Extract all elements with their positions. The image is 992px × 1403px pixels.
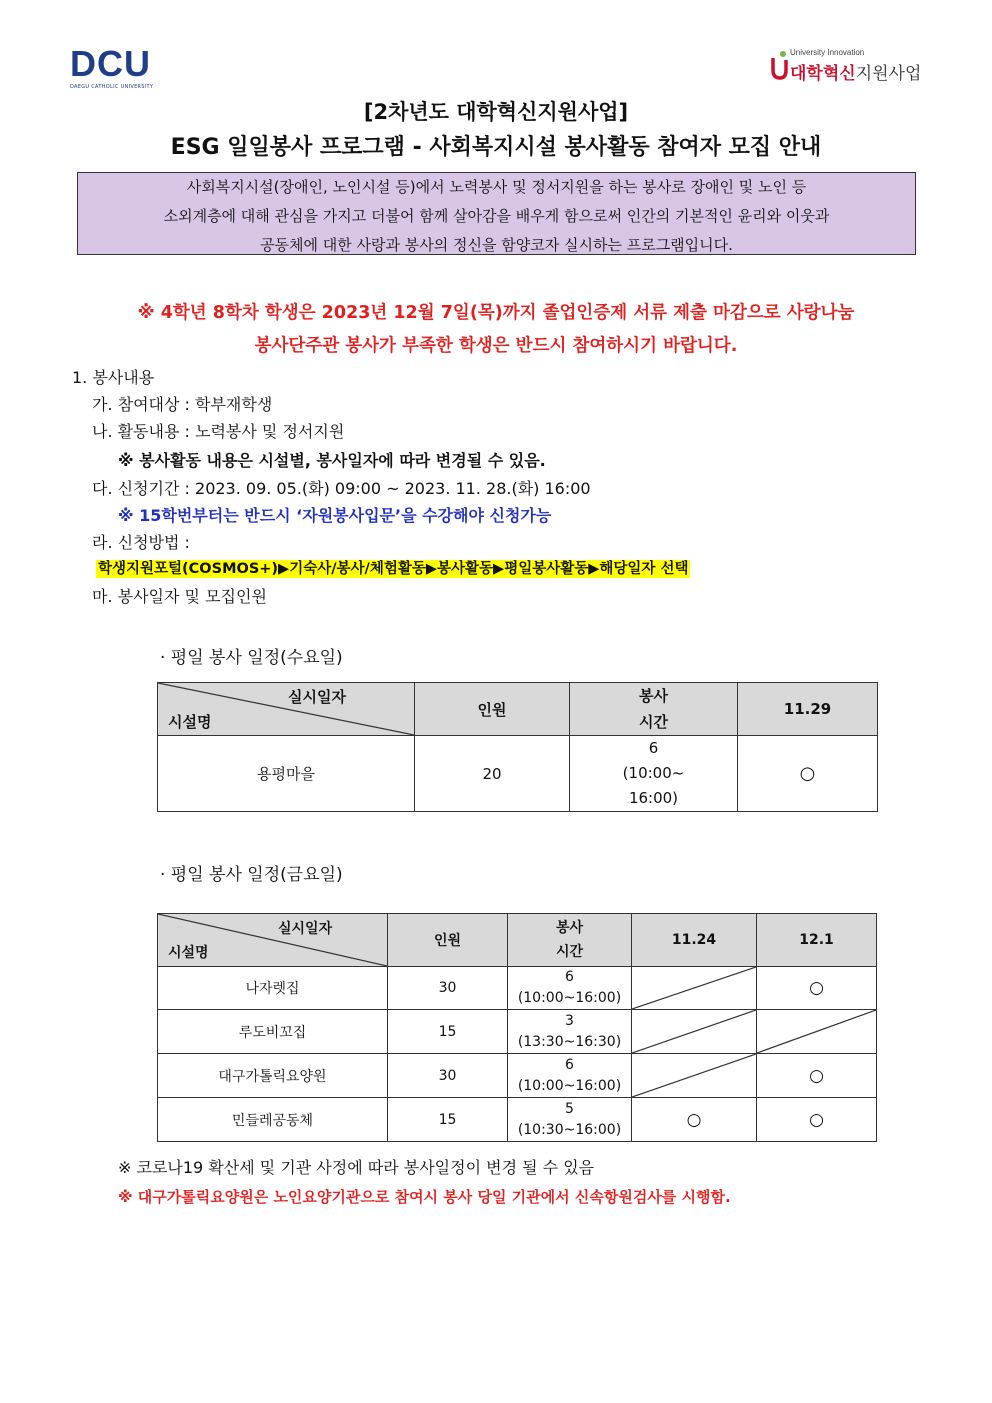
availability-mark: ○ xyxy=(757,1098,877,1142)
hours-value: 3 xyxy=(565,1012,574,1029)
innovation-logo-gray-text: 지원사업 xyxy=(855,64,922,84)
header-date-1124: 11.24 xyxy=(632,914,757,967)
header-date-121: 12.1 xyxy=(757,914,877,967)
hours-time: (10:30~16:00) xyxy=(517,1121,622,1138)
facility-cell: 용평마을 xyxy=(158,736,415,812)
item-method: 라. 신청방법 : xyxy=(92,533,190,552)
dcu-logo-subtitle: DAEGU CATHOLIC UNIVERSITY xyxy=(70,84,154,90)
hours-cell xyxy=(508,1054,632,1098)
availability-mark: ○ xyxy=(757,967,877,1010)
hours-time: (10:00~16:00) xyxy=(517,990,622,1006)
unavailable-cell xyxy=(632,967,757,1010)
intro-box xyxy=(77,172,916,255)
innovation-logo-icon xyxy=(770,50,788,80)
facility-cell: 루도비꼬집 xyxy=(158,1010,388,1054)
availability-mark: ○ xyxy=(632,1098,757,1142)
unavailable-cell xyxy=(632,1054,757,1098)
table-row xyxy=(158,1054,877,1098)
table-header-row xyxy=(158,683,878,736)
hours-value: 6 xyxy=(565,1056,574,1073)
period-note: ※ 15학번부터는 반드시 ‘자원봉사입문’을 수강해야 신청가능 xyxy=(118,506,552,525)
hours-value: 6 xyxy=(648,739,659,757)
header-date-label: 실시일자 xyxy=(278,921,333,937)
item-activity: 나. 활동내용 : 노력봉사 및 정서지원 xyxy=(92,422,345,441)
header-people: 인원 xyxy=(388,914,508,967)
header-hours-line2: 시간 xyxy=(639,713,668,731)
dcu-logo xyxy=(70,43,154,92)
item-schedule: 마. 봉사일자 및 모집인원 xyxy=(92,587,267,606)
fri-schedule-table xyxy=(157,913,877,1142)
people-cell: 30 xyxy=(388,1054,508,1098)
unavailable-cell xyxy=(632,1010,757,1054)
fri-schedule-title: · 평일 봉사 일정(금요일) xyxy=(160,865,343,885)
header-hours xyxy=(570,683,738,736)
hours-cell xyxy=(508,1098,632,1142)
hours-value: 5 xyxy=(565,1100,574,1117)
dcu-logo-mark: DCU xyxy=(70,43,151,84)
unavailable-slash xyxy=(757,1010,876,1053)
unavailable-slash xyxy=(632,1010,756,1053)
page-title-line2: ESG 일일봉사 프로그램 - 사회복지시설 봉사활동 참여자 모집 안내 xyxy=(170,135,822,160)
intro-line: 공동체에 대한 사랑과 봉사의 정신을 함양코자 실시하는 프로그램입니다. xyxy=(260,236,733,254)
hours-time-end: 16:00) xyxy=(628,789,679,807)
item-period: 다. 신청기간 : 2023. 09. 05.(화) 09:00 ~ 2023. 11. 28.(화) 16:00 xyxy=(92,479,591,498)
people-cell: 15 xyxy=(388,1010,508,1054)
innovation-logo-main-text xyxy=(790,59,921,84)
header-facility-label: 시설명 xyxy=(168,713,212,731)
hours-value: 6 xyxy=(565,969,574,985)
header-diagonal-cell xyxy=(158,914,388,967)
page-title-line1: [2차년도 대학혁신지원사업] xyxy=(363,100,629,124)
intro-line: 사회복지시설(장애인, 노인시설 등)에서 노력봉사 및 정서지원을 하는 봉사로 장애인 및 노인 등 xyxy=(186,178,807,196)
hours-cell xyxy=(508,1010,632,1054)
unavailable-cell xyxy=(757,1010,877,1054)
people-cell: 15 xyxy=(388,1098,508,1142)
item-target: 가. 참여대상 : 학부재학생 xyxy=(92,395,273,414)
antigen-test-note: ※ 대구가톨릭요양원은 노인요양기관으로 참여시 봉사 당일 기관에서 신속항원검사를 시행함. xyxy=(118,1188,731,1206)
method-path-row xyxy=(96,557,690,578)
people-cell: 30 xyxy=(388,967,508,1010)
hours-cell xyxy=(508,967,632,1010)
facility-cell: 나자렛집 xyxy=(158,967,388,1010)
hours-time-start: (10:00~ xyxy=(622,764,685,782)
university-innovation-logo xyxy=(770,48,930,84)
hours-cell xyxy=(570,736,738,812)
table-row xyxy=(158,736,878,812)
header-hours-line1: 봉사 xyxy=(555,920,584,936)
activity-note: ※ 봉사활동 내용은 시설별, 봉사일자에 따라 변경될 수 있음. xyxy=(118,451,546,470)
innovation-logo-small-text: University Innovation xyxy=(790,48,865,57)
section-title: 1. 봉사내용 xyxy=(72,368,155,387)
unavailable-slash xyxy=(632,1054,756,1097)
covid-note: ※ 코로나19 확산세 및 기관 사정에 따라 봉사일정이 변경 될 수 있음 xyxy=(118,1158,595,1177)
facility-cell: 민들레공동체 xyxy=(158,1098,388,1142)
facility-cell: 대구가톨릭요양원 xyxy=(158,1054,388,1098)
header-hours xyxy=(508,914,632,967)
method-path: 학생지원포털(COSMOS+)▶기숙사/봉사/체험활동▶봉사활동▶평일봉사활동▶해당일자 선택 xyxy=(98,561,689,577)
header-people: 인원 xyxy=(415,683,570,736)
availability-mark: ○ xyxy=(738,736,878,812)
table-row xyxy=(158,1098,877,1142)
hours-time: (10:00~16:00) xyxy=(517,1077,622,1094)
wed-schedule-title: · 평일 봉사 일정(수요일) xyxy=(160,648,343,668)
graduation-warning-line2: 봉사단주관 봉사가 부족한 학생은 반드시 참여하시기 바랍니다. xyxy=(254,336,738,356)
intro-line: 소외계층에 대해 관심을 가지고 더불어 함께 살아감을 배우게 함으로써 인간의 기본적인 윤리와 이웃과 xyxy=(163,207,830,225)
innovation-logo-red-text: 대학혁신 xyxy=(790,64,856,84)
header-hours-line1: 봉사 xyxy=(639,687,668,705)
availability-mark: ○ xyxy=(757,1054,877,1098)
header-hours-line2: 시간 xyxy=(555,944,584,960)
header-facility-label: 시설명 xyxy=(168,945,209,961)
table-row xyxy=(158,1010,877,1054)
hours-time: (13:30~16:30) xyxy=(517,1033,622,1050)
header-date-1129: 11.29 xyxy=(738,683,878,736)
people-cell: 20 xyxy=(415,736,570,812)
graduation-warning-line1: ※ 4학년 8학차 학생은 2023년 12월 7일(목)까지 졸업인증제 서류 제출 마감으로 사랑나눔 xyxy=(137,303,855,323)
table-row xyxy=(158,967,877,1010)
unavailable-slash xyxy=(632,967,756,1009)
table-header-row xyxy=(158,914,877,967)
header-diagonal-cell xyxy=(158,683,415,736)
wed-schedule-table xyxy=(157,682,878,812)
header-date-label: 실시일자 xyxy=(288,688,346,706)
